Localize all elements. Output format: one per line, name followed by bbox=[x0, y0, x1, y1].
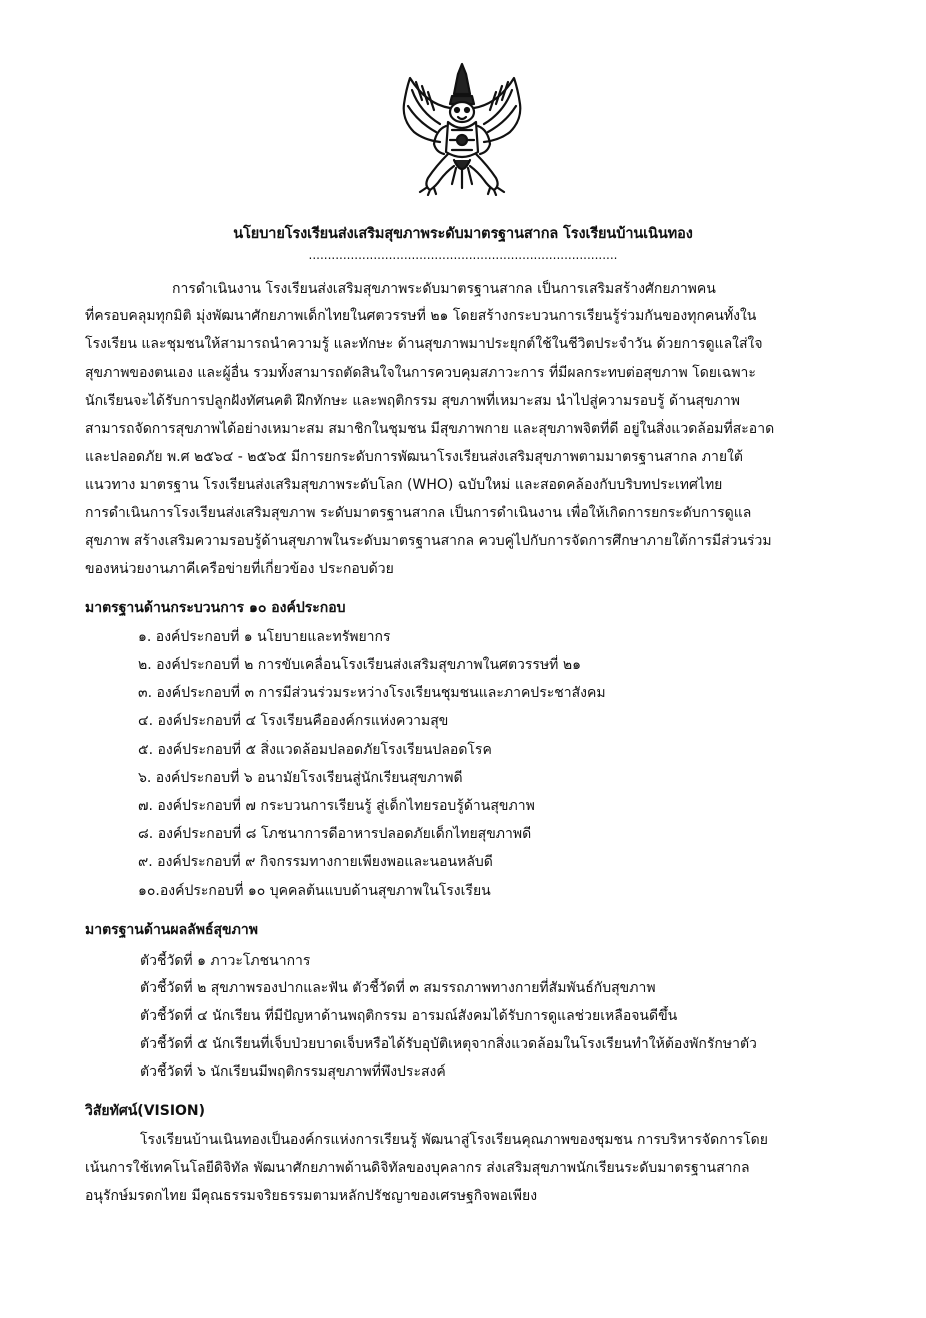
intro-line: และปลอดภัย พ.ศ ๒๕๖๔ - ๒๕๖๕ มีการยกระดับการพัฒนาโรงเรียนส่งเสริมสุขภาพตามมาตรฐานสากล ภายใต้ bbox=[85, 449, 743, 465]
vision-line: อนุรักษ์มรดกไทย มีคุณธรรมจริยธรรมตามหลักปรัชญาของเศรษฐกิจพอเพียง bbox=[85, 1188, 538, 1204]
title-underline-dots: ................................................................................. bbox=[308, 248, 618, 262]
intro-line: แนวทาง มาตรฐาน โรงเรียนส่งเสริมสุขภาพระดับโลก (WHO) ฉบับใหม่ และสอดคล้องกับบริบทประเทศไทย bbox=[85, 477, 723, 493]
component-item: ๒. องค์ประกอบที่ ๒ การขับเคลื่อนโรงเรียนส่งเสริมสุขภาพในศตวรรษที่ ๒๑ bbox=[138, 657, 581, 673]
intro-line: ที่ครอบคลุมทุกมิติ มุ่งพัฒนาศักยภาพเด็กไทยในศตวรรษที่ ๒๑ โดยสร้างกระบวนการเรียนรู้ร่วมกันของทุกคนทั้งใน bbox=[85, 308, 757, 324]
component-item: ๔. องค์ประกอบที่ ๔ โรงเรียนคือองค์กรแห่งความสุข bbox=[138, 713, 449, 729]
component-item: ๑๐.องค์ประกอบที่ ๑๐ บุคคลต้นแบบด้านสุขภาพในโรงเรียน bbox=[138, 883, 491, 899]
intro-line: ของหน่วยงานภาคีเครือข่ายที่เกี่ยวข้อง ประกอบด้วย bbox=[85, 561, 394, 577]
indicator-item: ตัวชี้วัดที่ ๖ นักเรียนมีพฤติกรรมสุขภาพที่พึงประสงค์ bbox=[140, 1064, 446, 1080]
intro-line: นักเรียนจะได้รับการปลูกฝังทัศนคติ ฝึกทักษะ และพฤติกรรม สุขภาพที่เหมาะสม นำไปสู่ความรอบรู้ ด้านสุขภาพ bbox=[85, 393, 740, 409]
vision-line: เน้นการใช้เทคโนโลยีดิจิทัล พัฒนาศักยภาพด้านดิจิทัลของบุคลากร ส่งเสริมสุขภาพนักเรียนระดับมาตรฐานสากล bbox=[85, 1160, 750, 1176]
component-item: ๖. องค์ประกอบที่ ๖ อนามัยโรงเรียนสู่นักเรียนสุขภาพดี bbox=[138, 770, 463, 786]
component-item: ๙. องค์ประกอบที่ ๙ กิจกรรมทางกายเพียงพอและนอนหลับดี bbox=[138, 854, 493, 870]
indicator-item: ตัวชี้วัดที่ ๔ นักเรียน ที่มีปัญหาด้านพฤติกรรม อารมณ์สังคมได้รับการดูแลช่วยเหลือจนดีขึ้น bbox=[140, 1008, 678, 1024]
component-item: ๕. องค์ประกอบที่ ๕ สิ่งแวดล้อมปลอดภัยโรงเรียนปลอดโรค bbox=[138, 742, 492, 758]
intro-line: โรงเรียน และชุมชนให้สามารถนำความรู้ และทักษะ ด้านสุขภาพมาประยุกต์ใช้ในชีวิตประจำวัน ด้วยการดูแลใส่ใจ bbox=[85, 336, 763, 352]
outcome-heading: มาตรฐานด้านผลลัพธ์สุขภาพ bbox=[85, 922, 258, 938]
garuda-emblem-icon bbox=[396, 60, 528, 196]
vision-line: โรงเรียนบ้านเนินทองเป็นองค์กรแห่งการเรียนรู้ พัฒนาสู่โรงเรียนคุณภาพของชุมชน การบริหารจัดการโดย bbox=[140, 1132, 768, 1148]
component-item: ๘. องค์ประกอบที่ ๘ โภชนาการดีอาหารปลอดภัยเด็กไทยสุขภาพดี bbox=[138, 826, 532, 842]
vision-heading: วิสัยทัศน์(VISION) bbox=[85, 1103, 206, 1119]
intro-line: การดำเนินการโรงเรียนส่งเสริมสุขภาพ ระดับมาตรฐานสากล เป็นการดำเนินงาน เพื่อให้เกิดการยกระดับการดูแล bbox=[85, 505, 752, 521]
intro-line: สุขภาพ สร้างเสริมความรอบรู้ด้านสุขภาพในระดับมาตรฐานสากล ควบคู่ไปกับการจัดการศึกษาภายใต้การมีส่วนร่วม bbox=[85, 533, 772, 549]
indicator-item: ตัวชี้วัดที่ ๑ ภาวะโภชนาการ bbox=[140, 953, 311, 969]
component-item: ๑. องค์ประกอบที่ ๑ นโยบายและทรัพยากร bbox=[138, 629, 391, 645]
process-heading: มาตรฐานด้านกระบวนการ ๑๐ องค์ประกอบ bbox=[85, 600, 346, 616]
component-item: ๓. องค์ประกอบที่ ๓ การมีส่วนร่วมระหว่างโรงเรียนชุมชนและภาคประชาสังคม bbox=[138, 685, 606, 701]
intro-line: สามารถจัดการสุขภาพได้อย่างเหมาะสม สมาชิกในชุมชน มีสุขภาพกาย และสุขภาพจิตที่ดี อยู่ในสิ่งแวดล้อมที่สะอาด bbox=[85, 421, 775, 437]
intro-line: การดำเนินงาน โรงเรียนส่งเสริมสุขภาพระดับมาตรฐานสากล เป็นการเสริมสร้างศักยภาพคน bbox=[172, 281, 716, 297]
intro-line: สุขภาพของตนเอง และผู้อื่น รวมทั้งสามารถตัดสินใจในการควบคุมสภาวะการ ที่มีผลกระทบต่อสุขภาพ โดยเฉพาะ bbox=[85, 365, 756, 381]
component-item: ๗. องค์ประกอบที่ ๗ กระบวนการเรียนรู้ สู่เด็กไทยรอบรู้ด้านสุขภาพ bbox=[138, 798, 535, 814]
indicator-item: ตัวชี้วัดที่ ๒ สุขภาพรองปากและฟัน ตัวชี้วัดที่ ๓ สมรรถภาพทางกายที่สัมพันธ์กับสุขภาพ bbox=[140, 980, 656, 996]
indicator-item: ตัวชี้วัดที่ ๕ นักเรียนที่เจ็บป่วยบาดเจ็บหรือได้รับอุบัติเหตุจากสิ่งแวดล้อมในโรงเรียนทำให้ต้องพักรักษาตัว bbox=[140, 1036, 757, 1052]
document-title: นโยบายโรงเรียนส่งเสริมสุขภาพระดับมาตรฐานสากล โรงเรียนบ้านเนินทอง bbox=[233, 226, 693, 242]
